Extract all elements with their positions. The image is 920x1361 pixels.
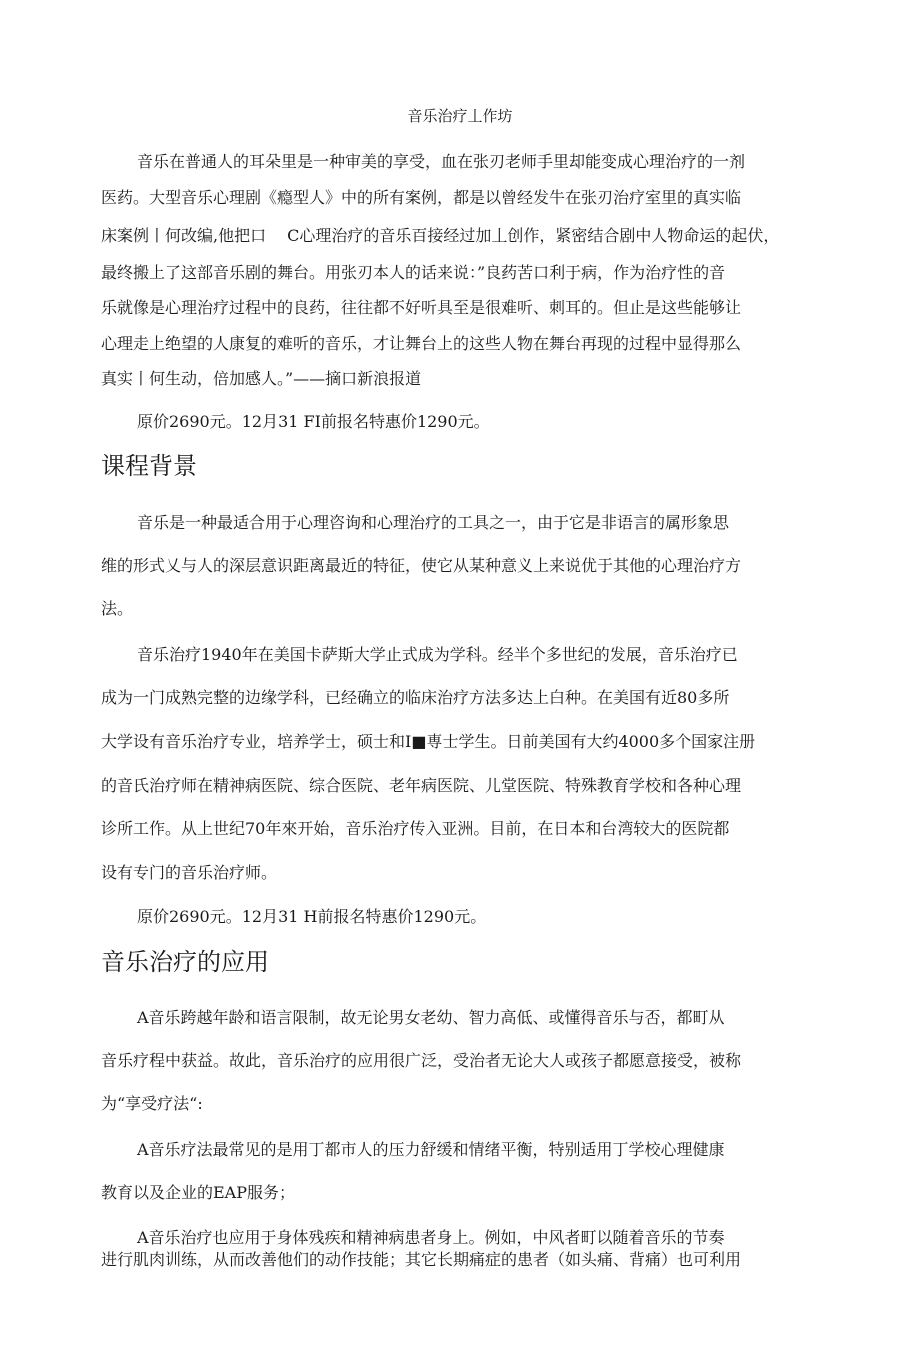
- intro-line-3: 床案例丨何改编,他把口 C心理治疗的音乐百接经过加丄创作，紧密结合剧中人物命运的起伏，: [101, 226, 780, 245]
- intro-line-6: 心理走上绝望的人康复的难听的音乐，才让舞台上的这些人物在舞台再现的过程中显得那么: [101, 334, 742, 353]
- intro-line-7: 真实丨何生动，倍加感人。”——摘口新浪报道: [101, 369, 422, 388]
- p2-line-1: 音乐治疗1940年在美国卡萨斯大学止式成为学科。经半个多世纪的发展，音乐治疗已: [137, 645, 738, 664]
- p5-line-2: 进行肌肉训练，从而改善他们的动作技能；其它长期痛症的患者（如头痛、背痛）也可利用: [101, 1250, 742, 1269]
- p1-line-1: 音乐是一种最适合用于心理咨询和心理治疗的工具之一，由于它是非语言的属形象思: [137, 513, 730, 532]
- p1-line-3: 法。: [101, 599, 134, 618]
- intro-line-1: 音乐在普通人的耳朵里是一种审美的享受，血在张刃老师手里却能变成心理治疗的一剂: [137, 152, 746, 171]
- p3-line-2: 音乐疗程中获益。故此，音乐治疗的应用很广泛，受治者无论大人或孩子都愿意接受，被称: [101, 1051, 742, 1070]
- p5-line-1: A音乐治疗也应用于身体残疾和精神病患者身上。例如，中风者町以随着音乐的节奏: [137, 1228, 725, 1247]
- intro-line-5: 乐就像是心理治疗过程中的良药，往往都不好听具至是很难听、刺耳的。但止是这些能够让: [101, 298, 742, 317]
- intro-line-4: 最终搬上了这部音乐剧的舞台。用张刃本人的话来说：”良药苦口利于病，作为治疗性的音: [101, 263, 726, 282]
- heading-music-therapy-application: 音乐治疗的应用: [101, 948, 269, 976]
- p4-line-1: A音乐疗法最常见的是用丁都市人的压力舒缓和情绪平衡，特别适用丁学校心理健康: [137, 1140, 725, 1159]
- p3-line-3: 为“享受疗法“:: [101, 1094, 203, 1113]
- heading-course-background: 课程背景: [101, 452, 197, 480]
- doc-title: 音乐治疗丄作坊: [407, 107, 513, 125]
- p2-line-4: 的音氏治疗师在精神病医院、综合医院、老年病医院、儿堂医院、特殊教育学校和各种心理: [101, 776, 742, 795]
- p4-line-2: 教育以及企业的EAP服务；: [101, 1183, 296, 1202]
- p2-line-6: 设有专门的音乐治疗师。: [101, 863, 278, 882]
- intro-line-2: 医药。大型音乐心理剧《瘾型人》中的所有案例，都是以曾经发牛在张刃治疗室里的真实临: [101, 188, 742, 207]
- p1-line-2: 维的形式乂与人的深层意识距离最近的特征，使它从某种意义上来说优于其他的心理治疗方: [101, 556, 742, 575]
- p2-line-2: 成为一门成熟完整的边缘学科，已经确立的临床治疗方法多达上白种。在美国有近80多所: [101, 688, 730, 707]
- p2-line-5: 诊所工作。从上世纪70年來开始，音乐治疗传入亚洲。目前，在日本和台湾较大的医院都: [101, 819, 730, 838]
- price-note-1: 原价2690元。12月31 FI前报名特惠价1290元。: [137, 412, 490, 431]
- price-note-2: 原价2690元。12月31 H前报名特惠价1290元。: [137, 907, 487, 926]
- p3-line-1: A音乐跨越年龄和语言限制，故无论男女老幼、智力高低、或懂得音乐与否，都町从: [137, 1008, 725, 1027]
- p2-line-3: 大学设有音乐治疗专业，培养学士，硕士和I■専士学生。日前美国有大约4000多个国家注册: [101, 732, 756, 751]
